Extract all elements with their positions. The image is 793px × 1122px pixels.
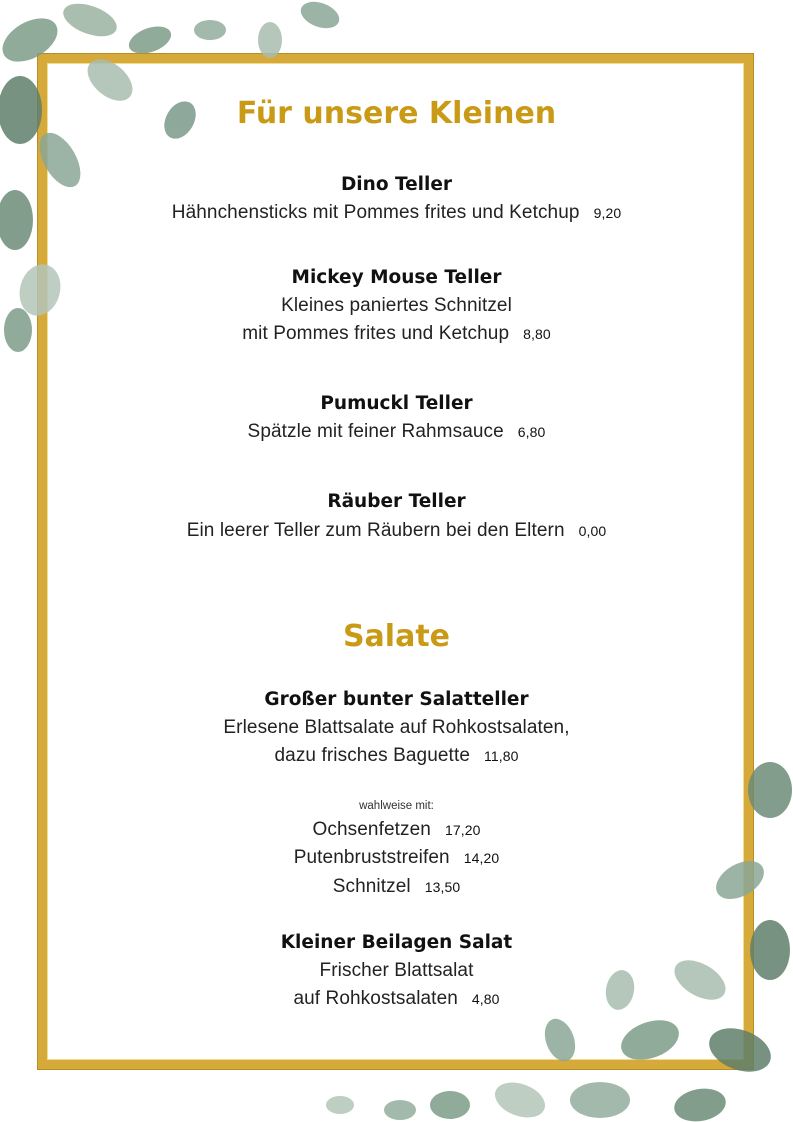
item-price: 14,20 bbox=[463, 850, 500, 866]
item-line: Kleines paniertes Schnitzel bbox=[281, 295, 512, 316]
item-line: Putenbruststreifen 14,20 bbox=[293, 847, 500, 868]
item-line: mit Pommes frites und Ketchup 8,80 bbox=[242, 323, 551, 344]
item-name-mickey: Mickey Mouse Teller bbox=[291, 267, 502, 288]
item-line: Schnitzel 13,50 bbox=[332, 876, 461, 897]
item-line: auf Rohkostsalaten 4,80 bbox=[293, 988, 500, 1009]
item-name-dino: Dino Teller bbox=[340, 174, 453, 195]
item-line: Spätzle mit feiner Rahmsauce 6,80 bbox=[247, 421, 546, 442]
item-name-salatteller: Großer bunter Salatteller bbox=[264, 689, 529, 710]
options-note: wahlweise mit: bbox=[359, 800, 434, 812]
item-line: dazu frisches Baguette 11,80 bbox=[274, 745, 519, 766]
item-line: Ein leerer Teller zum Räubern bei den Eltern 0,00 bbox=[186, 520, 607, 541]
item-name-raeuber: Räuber Teller bbox=[327, 491, 466, 512]
item-price: 17,20 bbox=[444, 822, 481, 838]
item-price: 9,20 bbox=[593, 205, 622, 221]
item-name-pumuckl: Pumuckl Teller bbox=[320, 393, 473, 414]
item-price: 13,50 bbox=[424, 879, 461, 895]
item-line: Frischer Blattsalat bbox=[319, 960, 474, 981]
item-price: 6,80 bbox=[517, 424, 546, 440]
item-price: 0,00 bbox=[578, 523, 607, 539]
section-title-salads: Salate bbox=[342, 619, 451, 654]
item-line: Hähnchensticks mit Pommes frites und Ketchup 9,20 bbox=[171, 202, 622, 223]
item-price: 4,80 bbox=[471, 991, 500, 1007]
item-price: 11,80 bbox=[483, 748, 519, 764]
section-title-kids: Für unsere Kleinen bbox=[236, 96, 557, 131]
item-line: Erlesene Blattsalate auf Rohkostsalaten, bbox=[223, 717, 570, 738]
item-name-beilagensalat: Kleiner Beilagen Salat bbox=[280, 932, 513, 953]
item-line: Ochsenfetzen 17,20 bbox=[312, 819, 481, 840]
item-price: 8,80 bbox=[523, 326, 551, 342]
